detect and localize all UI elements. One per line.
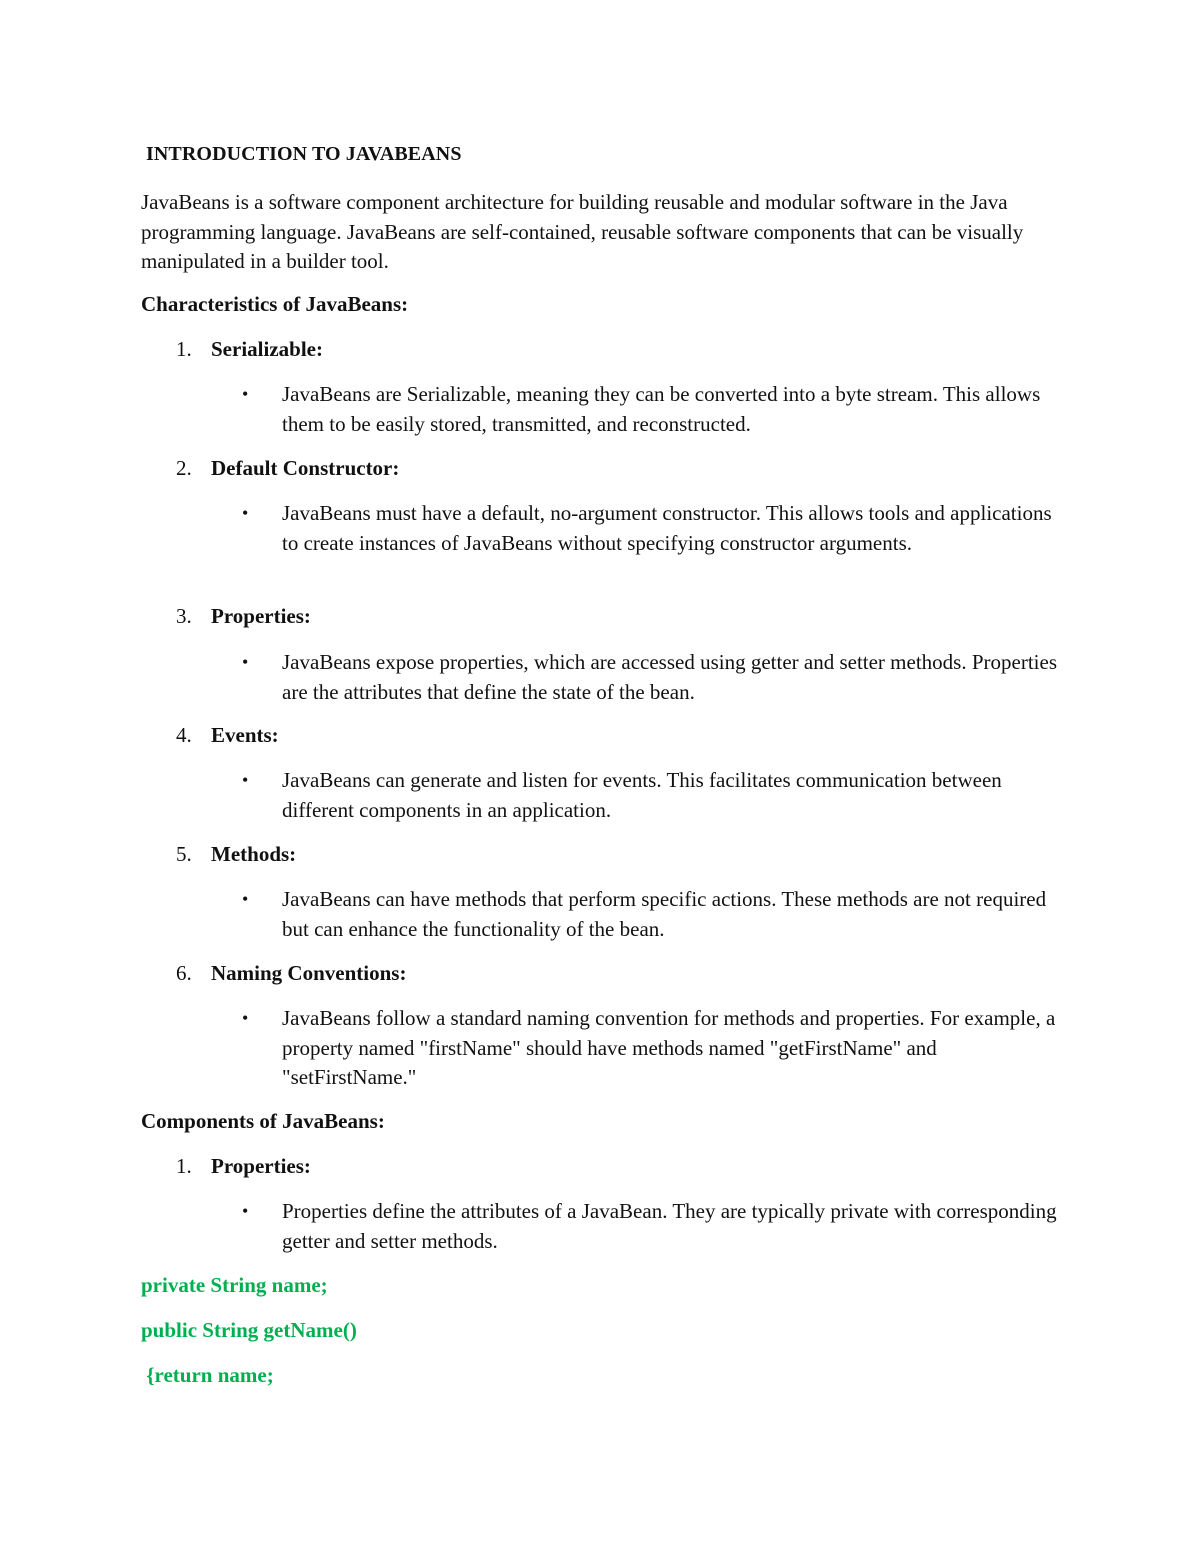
list-number: 1. [176,337,192,361]
bullet-item [242,1004,1072,1093]
bullet-text: Properties define the attributes of a JavaBean. They are typically private with corresponding getter and setter methods. [282,1199,1057,1253]
list-item [176,723,279,748]
list-label: Properties: [211,604,311,628]
list-item [176,337,323,362]
bullet-text: JavaBeans expose properties, which are accessed using getter and setter methods. Properties are the attributes that define the state of the bean. [282,650,1057,704]
bullet-text: JavaBeans follow a standard naming convention for methods and properties. For example, a property named "firstName" should have methods named "getFirstName" and "setFirstName." [282,1006,1056,1089]
bullet-item [242,380,1072,439]
bullet-icon: • [242,770,249,790]
list-label: Properties: [211,1154,311,1178]
bullet-icon: • [242,384,249,404]
bullet-icon: • [242,1201,249,1221]
bullet-text: JavaBeans are Serializable, meaning they can be converted into a byte stream. This allows them to be easily stored, transmitted, and reconstructed. [282,382,1041,436]
bullet-icon: • [242,1008,249,1028]
list-label: Naming Conventions: [211,961,407,985]
bullet-item [242,648,1072,707]
list-label: Events: [211,723,279,747]
list-item [176,456,399,481]
components-heading: Components of JavaBeans: [141,1109,385,1133]
list-number: 1. [176,1154,192,1178]
bullet-item [242,885,1072,944]
bullet-text: JavaBeans must have a default, no-argument constructor. This allows tools and applications to create instances of JavaBeans without specifying constructor arguments. [282,501,1052,555]
list-item [176,961,406,986]
list-label: Default Constructor: [211,456,400,480]
code-line: public String getName() [141,1318,357,1342]
intro-paragraph: JavaBeans is a software component architecture for building reusable and modular software in the Java programming language. JavaBeans are self-contained, reusable software components that can be visually manipulated in a builder tool. [141,190,1024,273]
bullet-item [242,1197,1072,1256]
list-label: Serializable: [211,337,323,361]
list-item [176,604,311,629]
list-item [176,842,296,867]
bullet-icon: • [242,889,249,909]
code-line: private String name; [141,1273,328,1297]
document-title: INTRODUCTION TO JAVABEANS [146,143,462,165]
list-number: 4. [176,723,192,747]
list-number: 6. [176,961,192,985]
list-number: 5. [176,842,192,866]
bullet-item [242,499,1072,558]
list-number: 3. [176,604,192,628]
bullet-text: JavaBeans can have methods that perform specific actions. These methods are not required but can enhance the functionality of the bean. [282,887,1047,941]
list-number: 2. [176,456,192,480]
bullet-icon: • [242,652,249,672]
list-item [176,1154,311,1179]
characteristics-heading: Characteristics of JavaBeans: [141,292,409,316]
bullet-icon: • [242,503,249,523]
bullet-item [242,766,1072,825]
bullet-text: JavaBeans can generate and listen for events. This facilitates communication between different components in an application. [282,768,1002,822]
list-label: Methods: [211,842,297,866]
code-line: {return name; [141,1363,274,1387]
